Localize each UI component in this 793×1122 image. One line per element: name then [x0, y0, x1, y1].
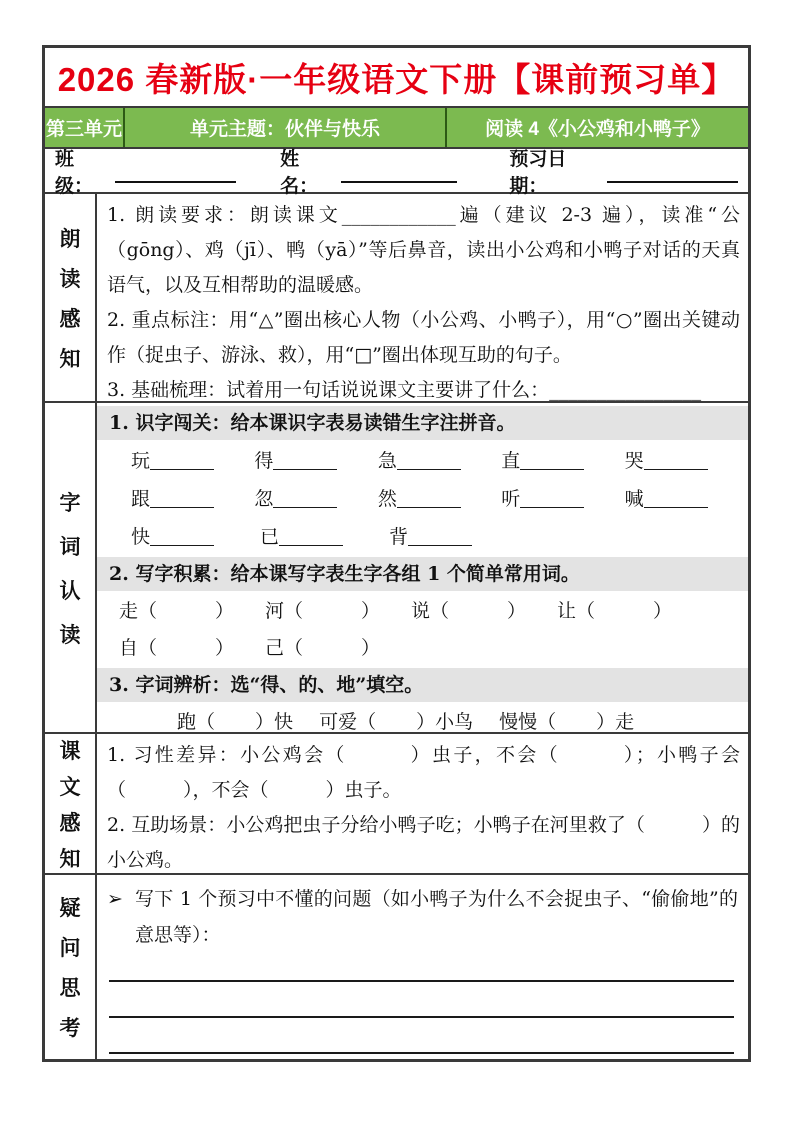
word-char: 让 [557, 600, 577, 622]
section-text-perception [45, 734, 748, 875]
tian-post: 走 [615, 710, 635, 732]
question-prompt: 写下 1 个预习中不懂的问题（如小鸭子为什么不会捉虫子、“偷偷地”的意思等）： [135, 888, 738, 946]
pinyin-blank [273, 450, 337, 470]
label-char: 读 [59, 623, 81, 647]
reading-item-1: 1. 朗读要求：朗读课文____________遍（建议 2-3 遍），读准“公（gōng）、鸡（jī）、鸭（yā）”等后鼻音，读出小公鸡和小鸭子对话的天真语气，以及互相帮助的温暖感。 [107, 204, 740, 296]
label-char: 朗 [59, 227, 81, 251]
pinyin-row-3 [97, 516, 748, 554]
pinyin-char: 得 [254, 449, 274, 472]
pinyin-char: 背 [389, 525, 409, 548]
answer-line-3 [109, 1052, 734, 1054]
pinyin-blank [408, 526, 472, 546]
pinyin-blank [520, 450, 584, 470]
unit-bar [45, 108, 748, 149]
word-char: 说 [411, 600, 431, 622]
label-char: 文 [59, 775, 81, 799]
section-label-words [45, 403, 97, 732]
pinyin-char: 已 [260, 525, 280, 548]
label-char: 思 [59, 977, 81, 1000]
pinyin-char: 忽 [254, 487, 274, 510]
pinyin-blank [644, 488, 708, 508]
label-char: 课 [59, 739, 81, 763]
pinyin-char: 听 [501, 487, 521, 510]
worksheet [42, 45, 751, 1062]
pinyin-char: 然 [377, 487, 397, 510]
word-blank [303, 601, 361, 619]
label-char: 词 [59, 535, 81, 559]
word-row-1: 走 （ ） 河 （ ） 说 （ ） 让 （ ） [97, 591, 748, 628]
pinyin-blank [397, 450, 461, 470]
reading-item-2: 2. 重点标注：用“△”圈出核心人物（小公鸡、小鸭子），用“○”圈出关键动作（捉虫子、游泳、救），用“□”圈出体现互助的句子。 [107, 309, 740, 366]
label-char: 问 [59, 937, 81, 960]
class-blank [115, 159, 236, 183]
pinyin-char: 跟 [131, 487, 151, 510]
text-perception-content [97, 734, 748, 873]
tian-pre: 慢慢 [499, 710, 538, 732]
word-char: 走 [119, 600, 139, 622]
word-char: 河 [265, 600, 285, 622]
word-char: 自 [119, 637, 139, 659]
page-title: 2026 春新版·一年级语文下册【课前预习单】 [45, 48, 748, 108]
pinyin-blank [273, 488, 337, 508]
particle-task-header: 3. 字词辨析：选“得、的、地”填空。 [97, 668, 748, 702]
name-blank [341, 159, 458, 183]
reading-item-3: 3. 基础梳理：试着用一句话说说课文主要讲了什么：________________ [107, 379, 702, 401]
pinyin-char: 哭 [624, 449, 644, 472]
section-reading-perception [45, 194, 748, 403]
pinyin-task-header: 1. 识字闯关：给本课识字表易读错生字注拼音。 [97, 406, 748, 440]
tian-pre: 跑 [177, 710, 197, 732]
info-bar [45, 148, 748, 197]
tian-post: 小鸟 [435, 710, 474, 732]
pinyin-blank [397, 488, 461, 508]
label-char: 知 [59, 847, 81, 871]
tian-blank [376, 711, 416, 729]
word-blank [157, 601, 215, 619]
section-label-reading [45, 194, 97, 401]
label-char: 感 [59, 811, 81, 835]
answer-line-1 [109, 980, 734, 982]
name-label: 姓名： [280, 148, 319, 197]
label-char: 感 [59, 307, 81, 331]
answer-line-2 [109, 1016, 734, 1018]
pinyin-blank [520, 488, 584, 508]
section-questions [45, 875, 748, 1059]
label-char: 知 [59, 347, 81, 371]
pinyin-blank [150, 488, 214, 508]
pinyin-char: 快 [131, 525, 151, 548]
section-label-questions [45, 875, 97, 1059]
pinyin-char: 急 [377, 449, 397, 472]
label-char: 考 [59, 1017, 81, 1040]
tian-blank [556, 711, 596, 729]
pinyin-blank [150, 526, 214, 546]
word-char: 己 [265, 637, 285, 659]
questions-content [97, 875, 748, 1059]
section-label-text [45, 734, 97, 873]
arrow-bullet-icon: ➢ [107, 888, 123, 910]
pinyin-row-1 [97, 440, 748, 478]
pinyin-blank [150, 450, 214, 470]
label-char: 读 [59, 267, 81, 291]
word-building-task-header: 2. 写字积累：给本课写字表生字各组 1 个简单常用词。 [97, 557, 748, 591]
tian-post: 快 [274, 710, 294, 732]
tian-pre: 可爱 [319, 710, 358, 732]
word-blank [595, 601, 653, 619]
word-blank [303, 638, 361, 656]
section-word-recognition [45, 403, 748, 734]
word-blank [157, 638, 215, 656]
label-char: 字 [59, 491, 81, 515]
unit-cell-lesson: 阅读 4《小公鸡和小鸭子》 [485, 119, 710, 140]
text-item-2: 2. 互助场景：小公鸡把虫子分给小鸭子吃；小鸭子在河里救了（ ）的小公鸡。 [107, 814, 740, 871]
pinyin-blank [279, 526, 343, 546]
text-item-1: 1. 习性差异：小公鸡会（ ）虫子，不会（ ）；小鸭子会（ ），不会（ ）虫子。 [107, 744, 740, 801]
pinyin-blank [644, 450, 708, 470]
word-row-2: 自 （ ） 己 （ ） [97, 628, 748, 665]
tian-blank [215, 711, 255, 729]
pinyin-char: 玩 [131, 449, 151, 472]
date-blank [607, 159, 738, 183]
label-char: 认 [59, 579, 81, 603]
unit-cell-theme: 单元主题：伙伴与快乐 [125, 108, 447, 147]
reading-content [97, 194, 748, 401]
word-blank [449, 601, 507, 619]
date-label: 预习日期： [509, 148, 567, 197]
pinyin-char: 直 [501, 449, 521, 472]
pinyin-row-2 [97, 478, 748, 516]
particle-fill-row: 跑 （ ） 快 可爱 （ ） 小鸟 慢慢 （ ） 走 [97, 702, 748, 732]
words-content [97, 403, 748, 732]
class-label: 班级： [55, 148, 94, 197]
unit-cell-number: 第三单元 [45, 108, 125, 147]
label-char: 疑 [59, 897, 81, 920]
pinyin-char: 喊 [624, 487, 644, 510]
